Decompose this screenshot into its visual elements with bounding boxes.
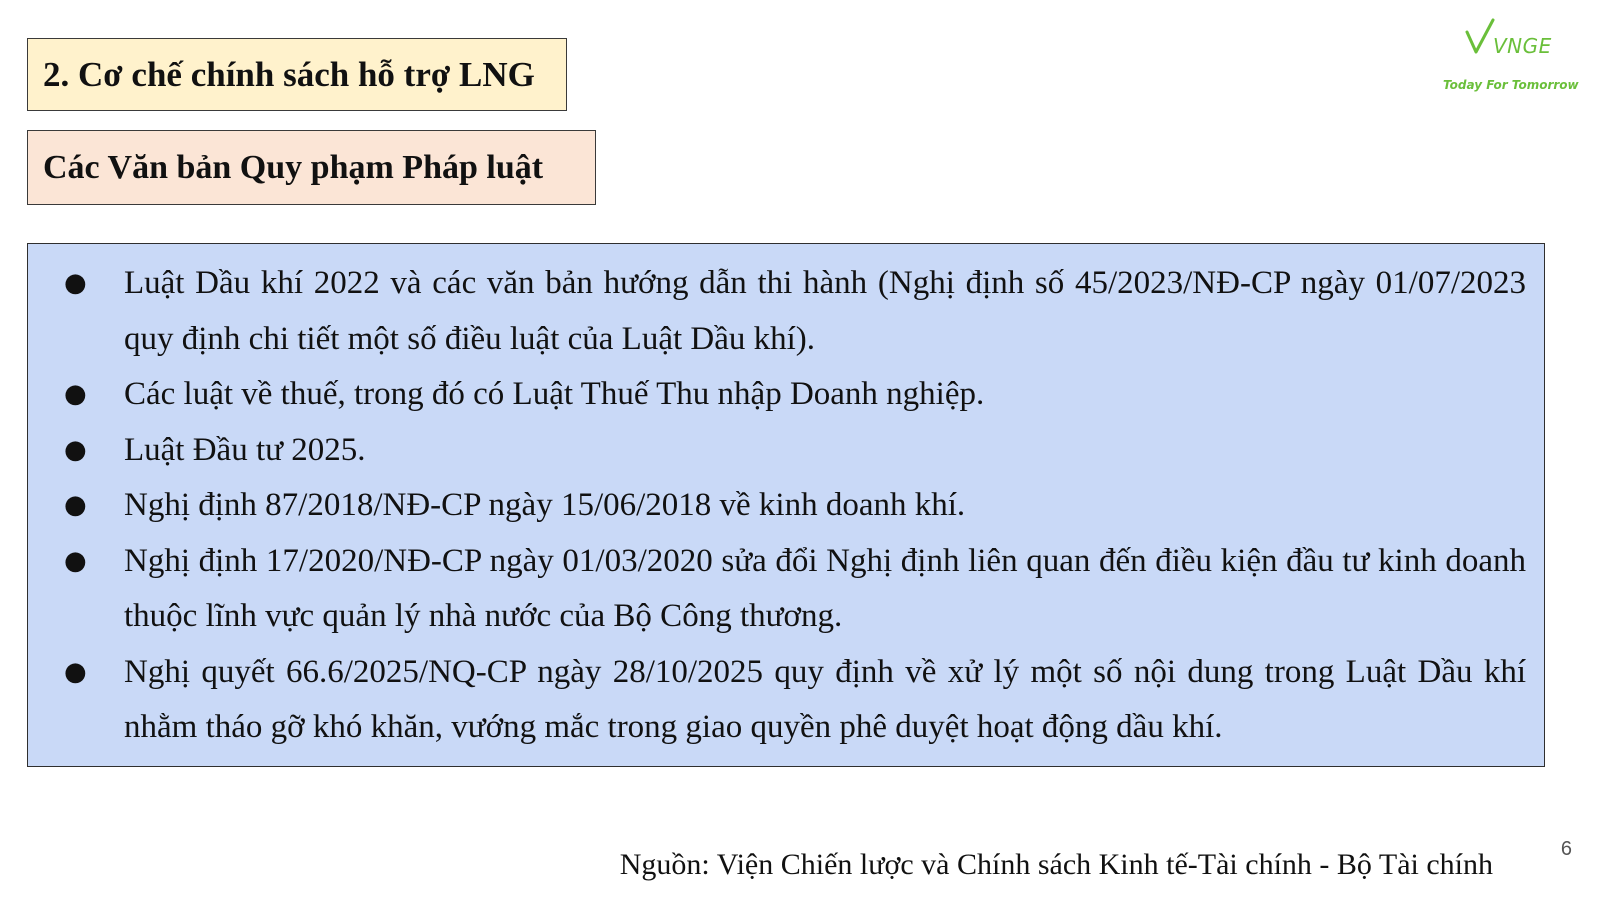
bullet-icon: ●	[64, 545, 87, 576]
bullet-icon: ●	[64, 656, 87, 687]
list-item-text: Các luật về thuế, trong đó có Luật Thuế Thu nhập Doanh nghiệp.	[124, 376, 985, 412]
logo-checkmark-icon	[1463, 18, 1497, 58]
list-item	[28, 423, 1526, 479]
source-note: Nguồn: Viện Chiến lược và Chính sách Kinh tế-Tài chính - Bộ Tài chính	[619, 848, 1493, 881]
bullet-icon: ●	[64, 490, 87, 520]
list-item-text: Nghị định 17/2020/NĐ-CP ngày 01/03/2020 sửa đổi Nghị định liên quan đến điều kiện đầu tư kinh doanh thuộc lĩnh vực quản lý nhà nước của Bộ Công thương.	[124, 542, 1526, 634]
logo-mark	[1443, 18, 1578, 60]
bullet-icon: ●	[64, 434, 87, 465]
list-item	[28, 256, 1526, 367]
legal-documents-list	[28, 256, 1526, 756]
company-logo	[1443, 18, 1578, 90]
slide-title	[27, 38, 567, 111]
legal-documents-panel	[27, 243, 1545, 767]
list-item-text: Luật Đầu tư 2025.	[124, 431, 366, 468]
list-item-text: Nghị quyết 66.6/2025/NQ-CP ngày 28/10/2025 quy định về xử lý một số nội dung trong Luật Dầu khí nhằm tháo gỡ khó khăn, vướng mắc trong giao quyền phê duyệt hoạt động dầu khí.	[124, 653, 1526, 745]
slide-title-text: 2. Cơ chế chính sách hỗ trợ LNG	[43, 54, 535, 94]
list-item	[28, 645, 1526, 756]
list-item	[28, 367, 1526, 423]
logo-tagline: Today For Tomorrow	[1443, 78, 1579, 92]
list-item	[28, 534, 1526, 645]
logo-name: VNGE	[1493, 34, 1552, 58]
list-item-text: Nghị định 87/2018/NĐ-CP ngày 15/06/2018 về kinh doanh khí.	[124, 487, 966, 523]
list-item	[28, 478, 1526, 534]
section-heading	[27, 130, 596, 205]
bullet-icon: ●	[64, 379, 87, 409]
bullet-icon: ●	[64, 268, 87, 298]
page-number: 6	[1560, 838, 1572, 860]
list-item-text: Luật Dầu khí 2022 và các văn bản hướng dẫn thi hành (Nghị định số 45/2023/NĐ-CP ngày 01/07/2023 quy định chi tiết một số điều luật của Luật Dầu khí).	[124, 265, 1526, 357]
section-heading-text: Các Văn bản Quy phạm Pháp luật	[43, 148, 544, 186]
